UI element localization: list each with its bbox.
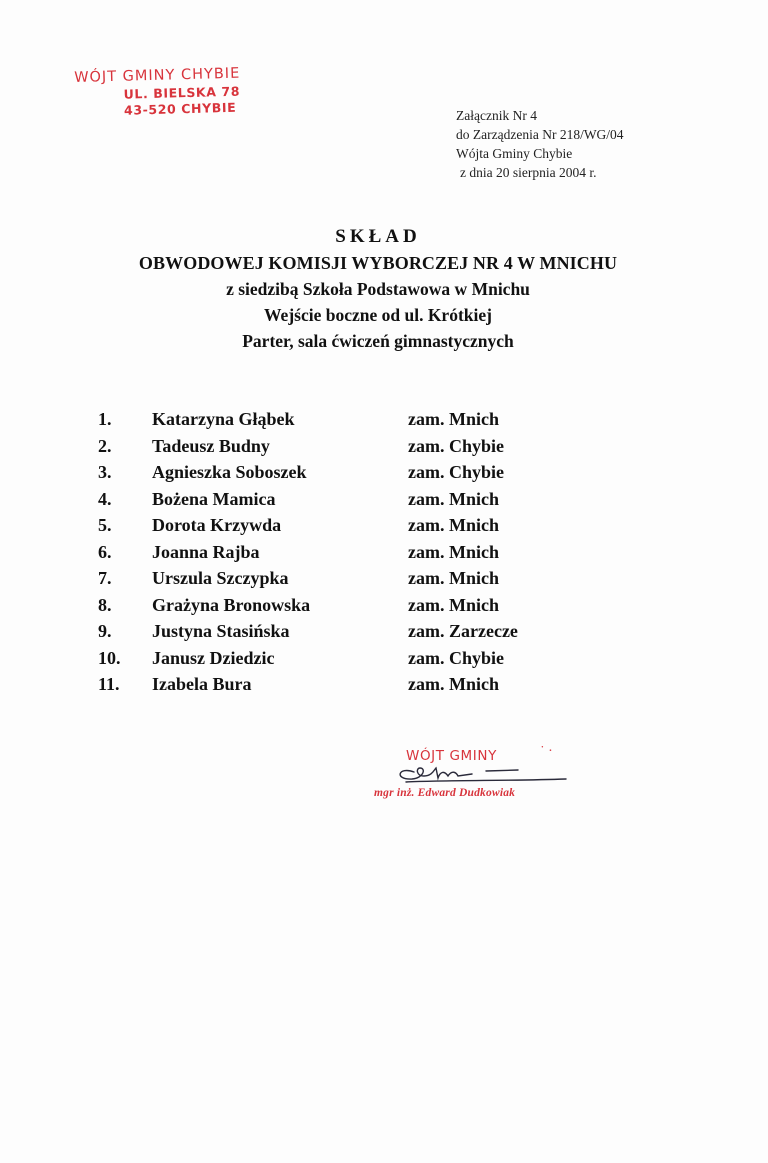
member-name: Janusz Dziedzic <box>152 647 275 668</box>
member-residence: zam. Mnich <box>408 515 499 535</box>
member-row <box>98 409 578 436</box>
member-name: Bożena Mamica <box>152 488 276 509</box>
member-residence: zam. Mnich <box>408 409 499 429</box>
member-residence: zam. Mnich <box>408 674 499 694</box>
member-row <box>98 648 578 675</box>
stamp-line-postal: 43-520 CHYBIE <box>123 99 237 118</box>
member-number: 8. <box>98 594 112 615</box>
member-number: 9. <box>98 621 112 641</box>
member-name: Katarzyna Głąbek <box>152 409 295 429</box>
member-name: Urszula Szczypka <box>152 568 289 588</box>
attachment-date: z dnia 20 sierpnia 2004 r. <box>460 165 597 180</box>
attachment-note <box>456 106 716 182</box>
stamp-line-street: UL. BIELSKA 78 <box>123 83 241 102</box>
document-heading <box>0 224 756 354</box>
member-row <box>98 674 578 701</box>
member-row <box>98 515 578 542</box>
member-row <box>98 542 578 569</box>
heading-title: SKŁAD <box>335 226 421 247</box>
member-residence: zam. Zarzecze <box>408 621 518 641</box>
signature-stamp <box>370 742 590 812</box>
signatory-name: mgr inż. Edward Dudkowiak <box>374 787 516 799</box>
member-name: Joanna Rajba <box>152 541 260 562</box>
heading-seat: z siedzibą Szkoła Podstawowa w Mnichu <box>226 279 530 299</box>
member-number: 6. <box>98 541 112 562</box>
member-residence: zam. Mnich <box>408 541 499 562</box>
member-row <box>98 489 578 516</box>
member-number: 1. <box>98 409 112 429</box>
member-name: Grażyna Bronowska <box>152 594 311 615</box>
heading-room: Parter, sala ćwiczeń gimnastycznych <box>242 331 514 351</box>
member-row <box>98 462 578 489</box>
attachment-regulation: do Zarządzenia Nr 218/WG/04 <box>456 127 624 142</box>
heading-entrance: Wejście boczne od ul. Krótkiej <box>264 305 492 325</box>
attachment-issuer: Wójta Gminy Chybie <box>456 146 573 161</box>
heading-commission: OBWODOWEJ KOMISJI WYBORCZEJ NR 4 W MNICHU <box>138 253 618 273</box>
member-name: Izabela Bura <box>152 674 252 694</box>
signature-stamp-title: WÓJT GMINY <box>406 748 497 764</box>
member-residence: zam. Chybie <box>408 647 504 668</box>
member-residence: zam. Chybie <box>408 462 504 482</box>
handwritten-signature-icon <box>390 762 570 786</box>
member-residence: zam. Mnich <box>408 594 499 615</box>
member-residence: zam. Mnich <box>408 488 499 509</box>
member-number: 7. <box>98 568 112 588</box>
member-name: Justyna Stasińska <box>152 621 290 641</box>
member-name: Dorota Krzywda <box>152 515 282 535</box>
member-row <box>98 436 578 463</box>
member-name: Agnieszka Soboszek <box>152 462 307 482</box>
stamp-mark-icon: ˙ · <box>540 744 553 759</box>
member-number: 10. <box>98 647 121 668</box>
office-stamp <box>74 64 305 126</box>
member-number: 11. <box>98 674 120 694</box>
member-residence: zam. Chybie <box>408 435 504 456</box>
member-row <box>98 568 578 595</box>
members-list <box>98 409 578 701</box>
member-residence: zam. Mnich <box>408 568 499 588</box>
member-name: Tadeusz Budny <box>152 435 270 456</box>
attachment-number: Załącznik Nr 4 <box>456 108 537 123</box>
member-row <box>98 595 578 622</box>
member-number: 4. <box>98 488 112 509</box>
member-number: 5. <box>98 515 112 535</box>
member-number: 3. <box>98 462 112 482</box>
stamp-line-office: WÓJT GMINY CHYBIE <box>74 65 241 86</box>
member-number: 2. <box>98 435 112 456</box>
member-row <box>98 621 578 648</box>
